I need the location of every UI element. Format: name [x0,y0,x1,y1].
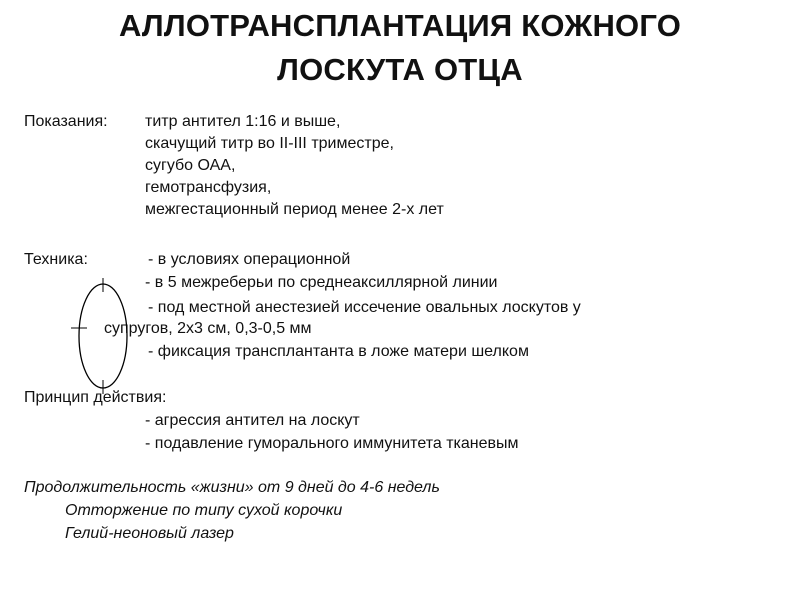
technique-item: - в условиях операционной [148,251,351,268]
slide-title-line-2: ЛОСКУТА ОТЦА [277,52,523,87]
rejection-line: Отторжение по типу сухой корочки [65,502,343,519]
indication-item: гемотрансфузия, [145,179,272,196]
duration-line: Продолжительность «жизни» от 9 дней до 4-6 недель [24,479,440,496]
principle-item: - агрессия антител на лоскут [145,412,360,429]
oval-flap-diagram [62,278,152,394]
indications-label: Показания: [24,113,108,130]
laser-line: Гелий-неоновый лазер [65,525,234,542]
technique-item: - фиксация трансплантанта в ложе матери шелком [148,343,529,360]
indication-item: скачущий титр во II-III триместре, [145,135,394,152]
technique-label: Техника: [24,251,88,268]
slide-title-line-1: АЛЛОТРАНСПЛАНТАЦИЯ КОЖНОГО [118,8,682,43]
technique-item-continuation: супругов, 2х3 см, 0,3-0,5 мм [104,320,312,337]
principle-item: - подавление гуморального иммунитета тканевым [145,435,519,452]
oval-flap-outline [79,284,127,388]
technique-item: - в 5 межреберьи по среднеаксиллярной линии [145,274,498,291]
indication-item: межгестационный период менее 2-х лет [145,201,444,218]
indication-item: сугубо ОАА, [145,157,236,174]
indication-item: титр антител 1:16 и выше, [145,113,341,130]
principle-label: Принцип действия: [24,389,167,406]
technique-item: - под местной анестезией иссечение овальных лоскутов у [148,299,581,316]
